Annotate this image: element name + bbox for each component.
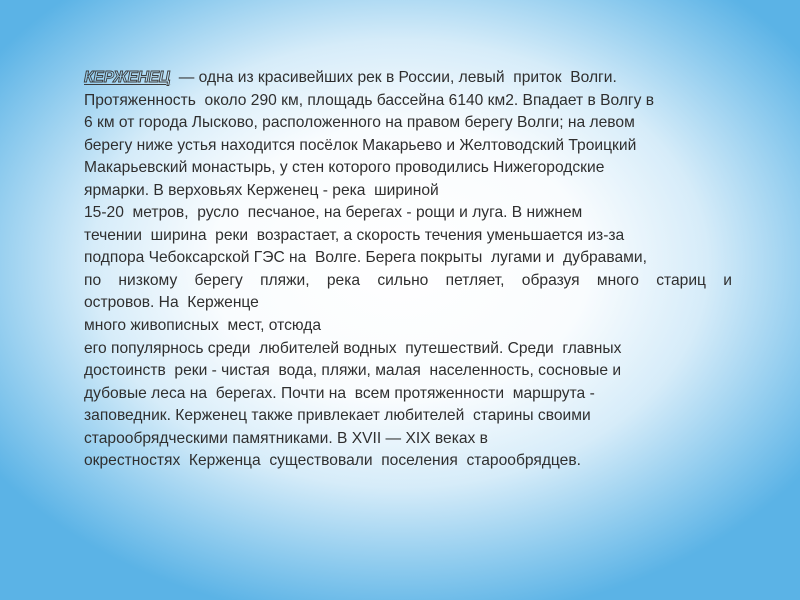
paragraph-2-line: старообрядческими памятниками. В XVII — XIX веках в (84, 429, 488, 447)
paragraph-1-line: течении ширина реки возрастает, а скорость течения уменьшается из-за (84, 226, 625, 244)
paragraph-1-line: берегу ниже устья находится посёлок Макарьево и Желтоводский Троицкий (84, 136, 637, 154)
paragraph-1 (84, 67, 744, 315)
paragraph-1-line-1 (84, 67, 744, 90)
paragraph-1-line: Макарьевский монастырь, у стен которого проводились Нижегородские (84, 159, 605, 176)
paragraph-1-line: островов. На Керженце (84, 294, 259, 311)
paragraph-1-line: 15-20 метров, русло песчаное, на берегах - рощи и луга. В нижнем (84, 204, 583, 221)
title-word: КЕРЖЕНЕЦ (84, 69, 171, 86)
paragraph-2 (84, 315, 744, 473)
paragraph-1-line: Протяженность около 290 км, площадь бассейна 6140 км2. Впадает в Волгу в (84, 91, 655, 109)
paragraph-2-line: достоинств реки - чистая вода, пляжи, малая населенность, сосновые и (84, 362, 622, 379)
paragraph-1-line: по низкому берегу пляжи, река сильно петляет, образуя много стариц и (84, 271, 732, 289)
paragraph-2-line: его популярнось среди любителей водных путешествий. Среди главных (84, 339, 622, 357)
paragraph-2-line: много живописных мест, отсюда (84, 317, 321, 334)
paragraph-2-line: заповедник. Керженец также привлекает любителей старины своими (84, 407, 591, 424)
paragraph-2-line: дубовые леса на берегах. Почти на всем протяженности маршрута - (84, 384, 595, 402)
paragraph-1-line: 6 км от города Лысково, расположенного на правом берегу Волги; на левом (84, 114, 635, 131)
paragraph-1-line: подпора Чебоксарской ГЭС на Волге. Берега покрыты лугами и дубравами, (84, 249, 647, 266)
paragraph-1-intro: — одна из красивейших рек в России, левый приток Волги. (170, 69, 617, 86)
paragraph-2-line: окрестностях Керженца существовали поселения старообрядцев. (84, 452, 581, 469)
paragraph-1-line: ярмарки. В верховьях Керженец - река шириной (84, 181, 439, 199)
